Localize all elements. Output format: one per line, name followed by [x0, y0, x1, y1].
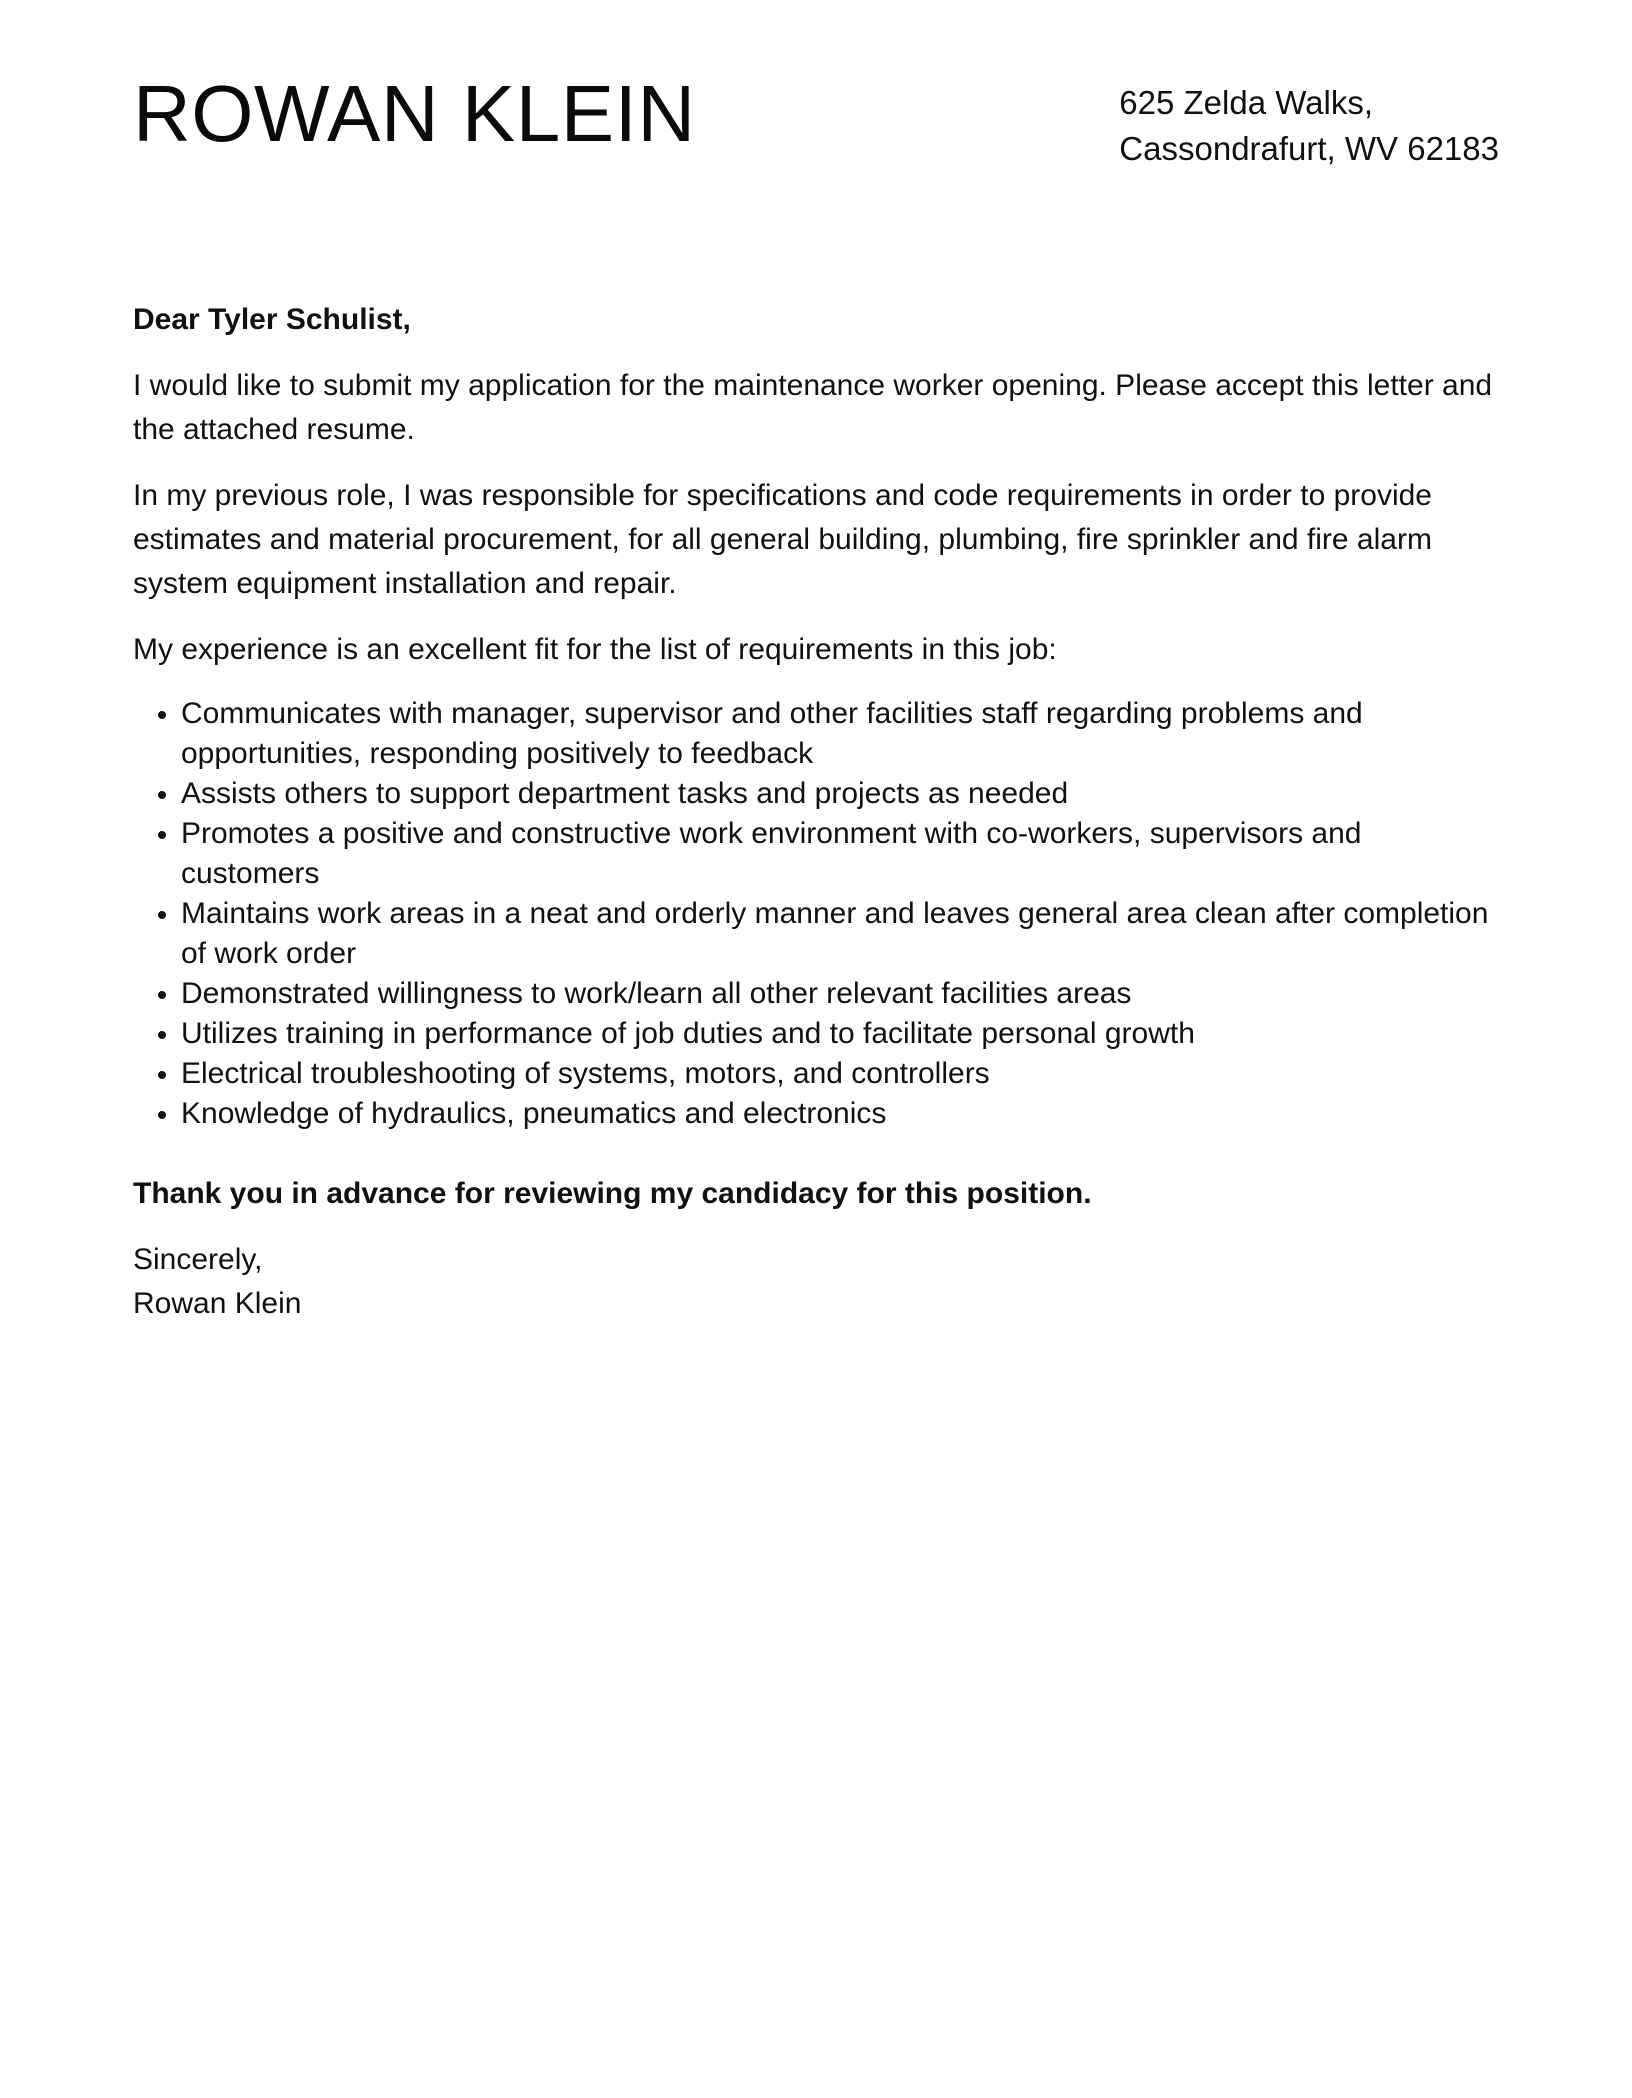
list-item: • Knowledge of hydraulics, pneumatics and electronics	[181, 1094, 1499, 1134]
letter-body	[133, 298, 1499, 1326]
experience-paragraph: In my previous role, I was responsible for specifications and code requirements in order to provide estimates and material procurement, for all general building, plumbing, fire sprinkler and fire alarm system equipment installation and repair.	[133, 479, 1432, 600]
list-item: • Assists others to support department tasks and projects as needed	[181, 774, 1499, 814]
signoff: Sincerely,	[133, 1243, 263, 1276]
intro-paragraph: I would like to submit my application for the maintenance worker opening. Please accept this letter and the attached resume.	[133, 369, 1493, 446]
letter-header	[133, 0, 1499, 250]
signoff-block	[133, 1238, 1499, 1326]
signature-name: Rowan Klein	[133, 1287, 302, 1320]
applicant-name: ROWAN KLEIN	[133, 69, 696, 158]
list-item: • Promotes a positive and constructive work environment with co-workers, supervisors and customers	[181, 814, 1499, 894]
list-item: • Communicates with manager, supervisor and other facilities staff regarding problems and opportunities, responding positively to feedback	[181, 694, 1499, 774]
address-line-2: Cassondrafurt, WV 62183	[1119, 130, 1499, 167]
requirements-list	[133, 694, 1499, 1134]
salutation: Dear Tyler Schulist,	[133, 303, 411, 336]
address-line-1: 625 Zelda Walks,	[1119, 84, 1374, 121]
list-item: • Electrical troubleshooting of systems, motors, and controllers	[181, 1054, 1499, 1094]
list-item: • Utilizes training in performance of job duties and to facilitate personal growth	[181, 1014, 1499, 1054]
requirements-intro: My experience is an excellent fit for the list of requirements in this job:	[133, 633, 1057, 666]
list-item: • Maintains work areas in a neat and orderly manner and leaves general area clean after completion of work order	[181, 894, 1499, 974]
closing-statement: Thank you in advance for reviewing my candidacy for this position.	[133, 1177, 1092, 1210]
applicant-address	[1119, 80, 1499, 172]
list-item: • Demonstrated willingness to work/learn all other relevant facilities areas	[181, 974, 1499, 1014]
